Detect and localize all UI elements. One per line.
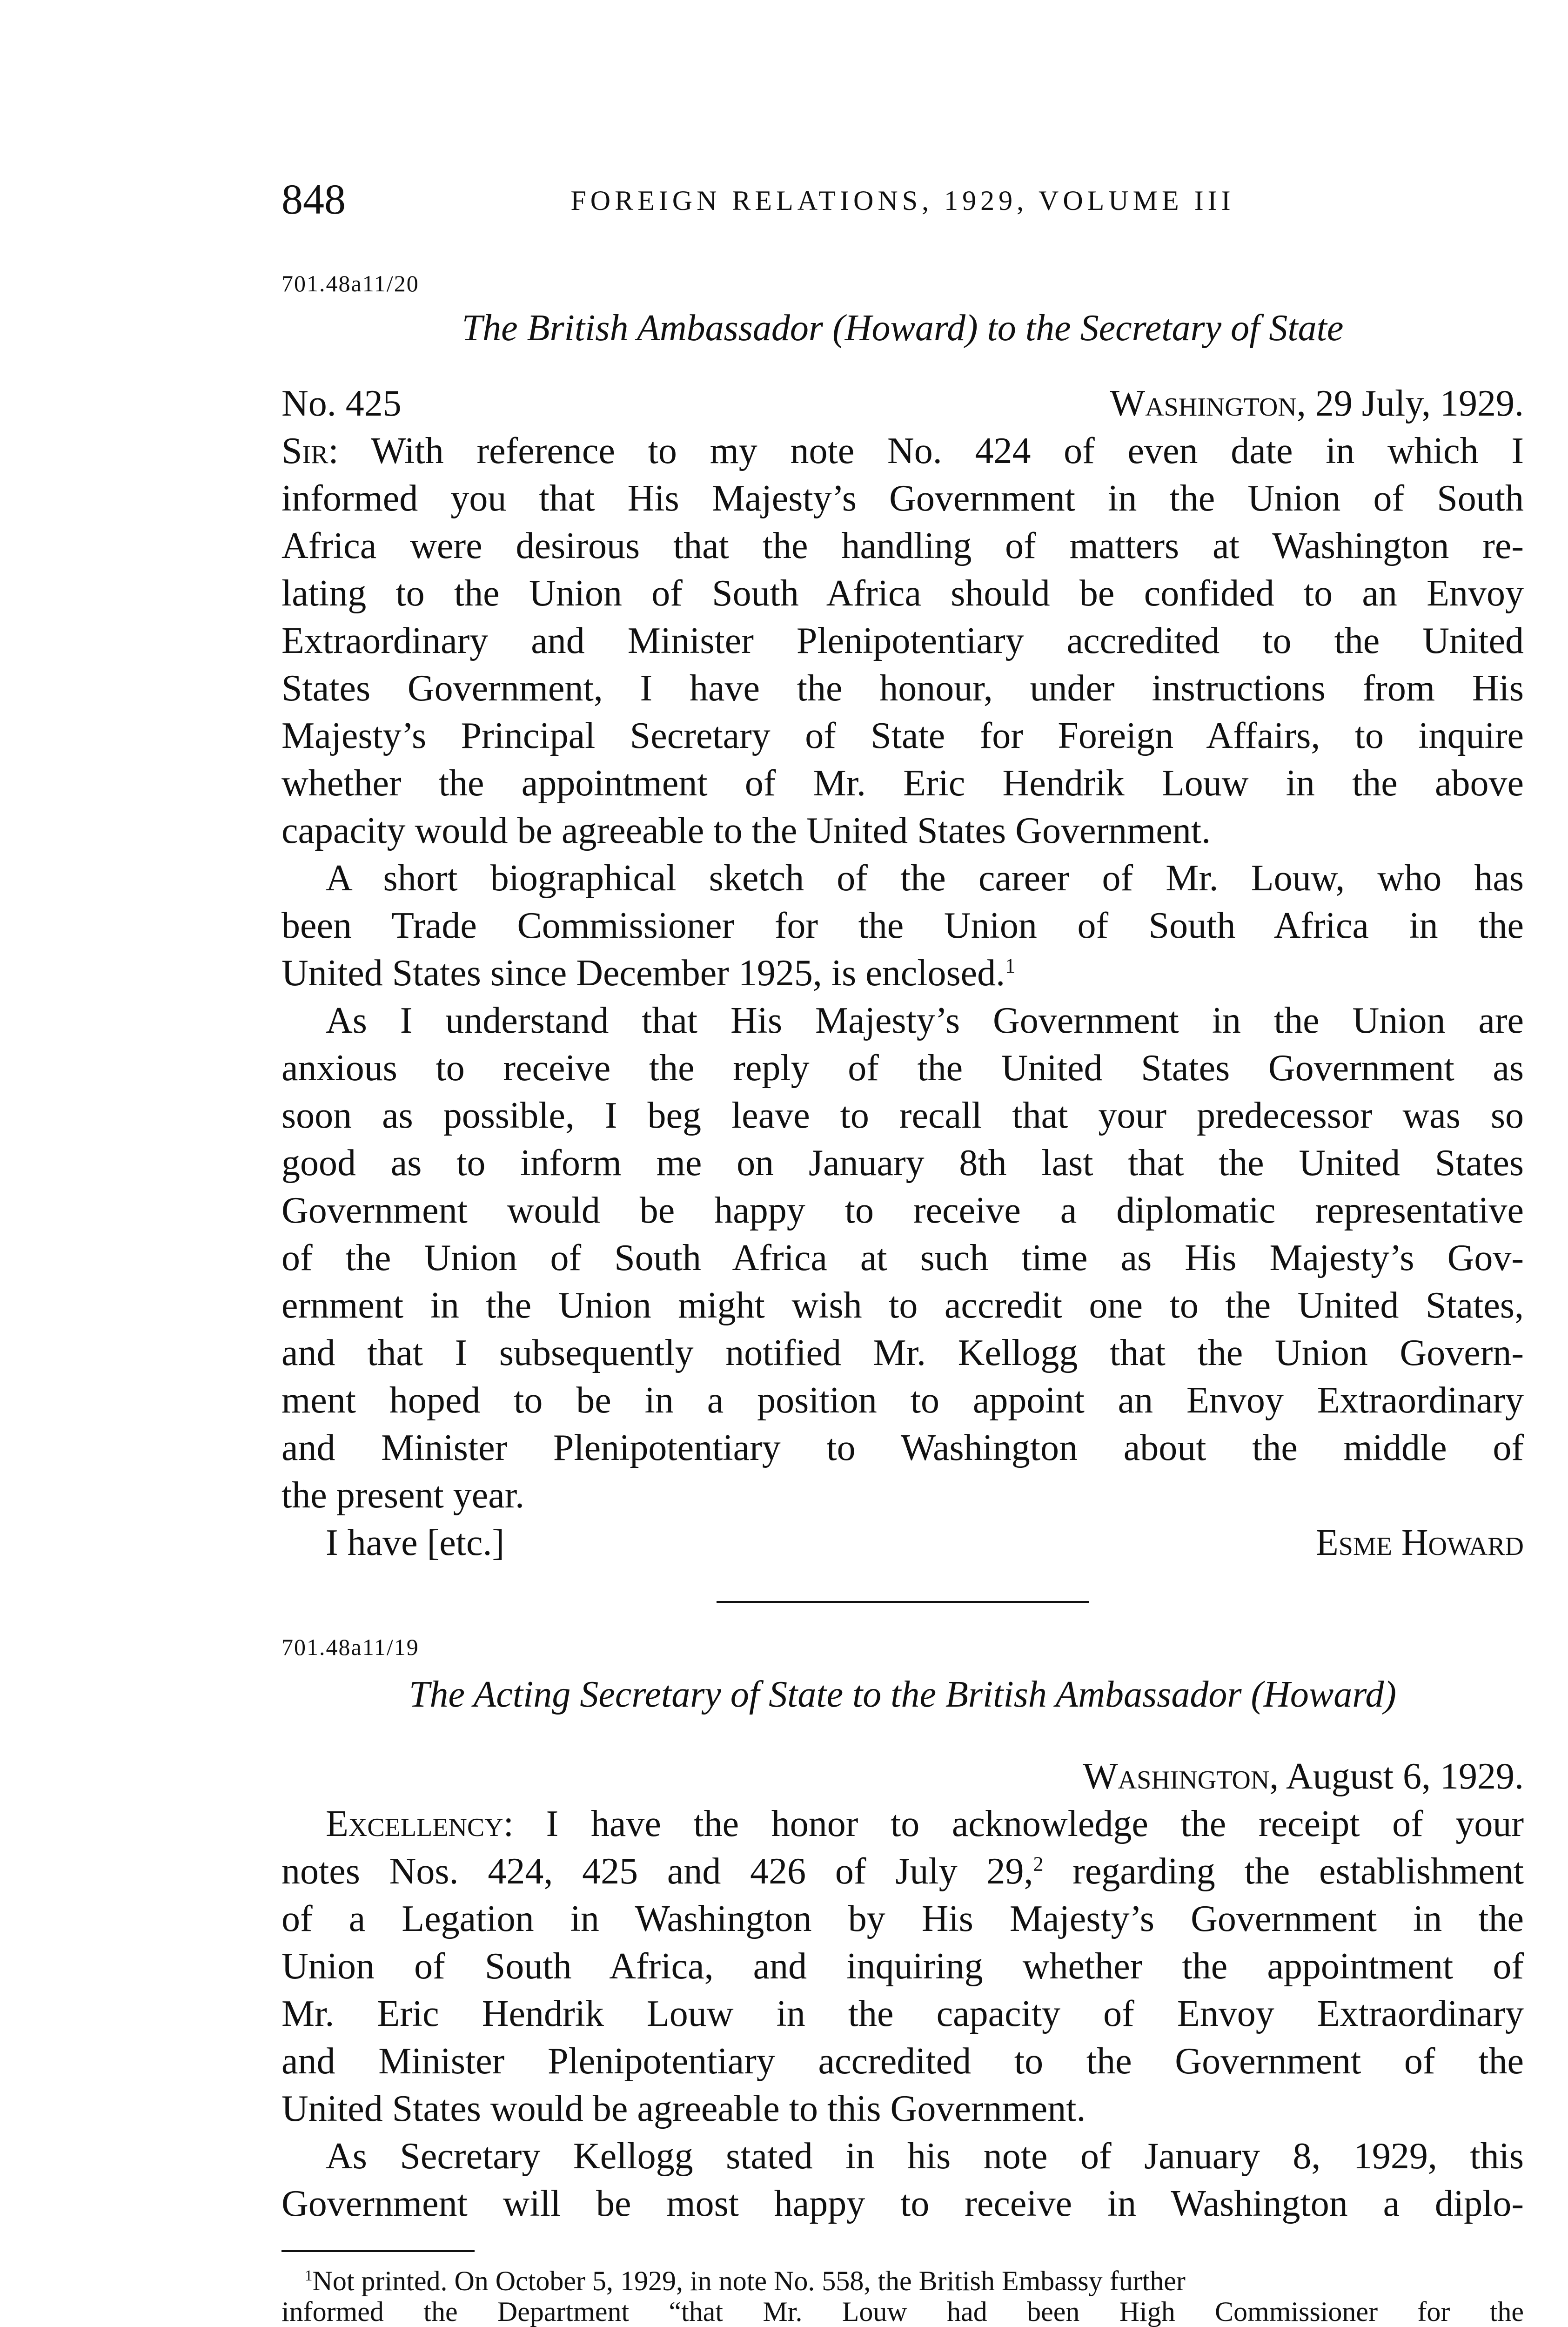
footnote-line: informed the Department “that Mr. Louw had been High Commissioner for the	[281, 2296, 1524, 2327]
footnote-divider	[281, 2250, 475, 2252]
body-line: Excellency: I have the honor to acknowledge the receipt of your	[326, 1803, 1524, 1844]
body-line: Government will be most happy to receive in Washington a diplo-	[281, 2183, 1524, 2224]
running-header	[281, 175, 1524, 230]
place: Washington	[1110, 383, 1297, 424]
footnote-ref: 1	[1005, 954, 1016, 977]
footnote-1: $^1$Not printed. On October 5, 1929, in note No. 558, the British Embassy further	[305, 2266, 1186, 2296]
page-number: 848	[281, 175, 346, 223]
dateline	[281, 1753, 1524, 1800]
closing-line	[281, 1519, 1524, 1567]
body-line: Majesty’s Principal Secretary of State for Foreign Affairs, to inquire	[281, 715, 1524, 756]
body-line: good as to inform me on January 8th last that the United States	[281, 1143, 1524, 1184]
body-line: capacity would be agreeable to the United States Government.	[281, 810, 1211, 851]
document-heading: The British Ambassador (Howard) to the Secretary of State	[462, 308, 1344, 349]
footnote-ref: 2	[1033, 1852, 1044, 1876]
body-line: Sir: With reference to my note No. 424 of even date in which I	[281, 430, 1524, 471]
date: , August 6, 1929.	[1269, 1756, 1524, 1797]
body-line: lating to the Union of South Africa should be confided to an Envoy	[281, 573, 1524, 614]
body-line: United States since December 1925, is enclosed.$^1$	[281, 953, 1016, 994]
body-line: United States would be agreeable to this Government.	[281, 2088, 1086, 2129]
closing: I have [etc.]	[326, 1522, 505, 1563]
body-line: States Government, I have the honour, under instructions from His	[281, 668, 1524, 709]
running-title: FOREIGN RELATIONS, 1929, VOLUME III	[570, 185, 1235, 216]
body-line: of a Legation in Washington by His Majesty’s Government in the	[281, 1898, 1524, 1939]
body-line: soon as possible, I beg leave to recall that your predecessor was so	[281, 1095, 1524, 1136]
document-heading: The Acting Secretary of State to the British Ambassador (Howard)	[409, 1674, 1397, 1715]
body-line: Union of South Africa, and inquiring whether the appointment of	[281, 1946, 1524, 1987]
body-line: ment hoped to be in a position to appoint an Envoy Extraordinary	[281, 1380, 1524, 1421]
body-line: and Minister Plenipotentiary to Washington about the middle of	[281, 1427, 1524, 1468]
body-line: informed you that His Majesty’s Government in the Union of South	[281, 478, 1524, 519]
body-line: the present year.	[281, 1475, 524, 1516]
body-line: ernment in the Union might wish to accredit one to the United States,	[281, 1285, 1524, 1326]
file-number: 701.48a11/20	[281, 270, 419, 296]
body-line: A short biographical sketch of the career of Mr. Louw, who has	[326, 858, 1524, 899]
body-line: and Minister Plenipotentiary accredited to the Government of the	[281, 2041, 1524, 2082]
body-line: Mr. Eric Hendrik Louw in the capacity of Envoy Extraordinary	[281, 1993, 1524, 2034]
signature: Esme Howard	[1315, 1522, 1524, 1563]
body-line: As Secretary Kellogg stated in his note of January 8, 1929, this	[326, 2136, 1524, 2177]
body-line: Extraordinary and Minister Plenipotentiary accredited to the United	[281, 620, 1524, 661]
body-line: been Trade Commissioner for the Union of South Africa in the	[281, 905, 1524, 946]
file-number: 701.48a11/19	[281, 1634, 419, 1660]
salutation: Excellency	[326, 1803, 503, 1844]
place-date	[1110, 380, 1524, 427]
body-line: whether the appointment of Mr. Eric Hendrik Louw in the above	[281, 763, 1524, 804]
place: Washington	[1083, 1756, 1270, 1797]
section-divider	[717, 1601, 1089, 1603]
salutation: Sir	[281, 430, 328, 471]
body-line: As I understand that His Majesty’s Government in the Union are	[326, 1000, 1524, 1041]
note-number: No. 425	[281, 383, 402, 424]
footnote-mark: 1	[305, 2267, 313, 2284]
dateline	[281, 380, 1524, 427]
body-line: and that I subsequently notified Mr. Kellogg that the Union Govern-	[281, 1332, 1524, 1373]
body-line: notes Nos. 424, 425 and 426 of July 29,$^2$ regarding the establishment	[281, 1851, 1524, 1892]
body-line: Africa were desirous that the handling of matters at Washington re-	[281, 525, 1524, 566]
body-line: anxious to receive the reply of the United States Government as	[281, 1048, 1524, 1089]
body-line: Government would be happy to receive a diplomatic representative	[281, 1190, 1524, 1231]
date: , 29 July, 1929.	[1296, 383, 1524, 424]
body-line: of the Union of South Africa at such time as His Majesty’s Gov-	[281, 1237, 1524, 1278]
